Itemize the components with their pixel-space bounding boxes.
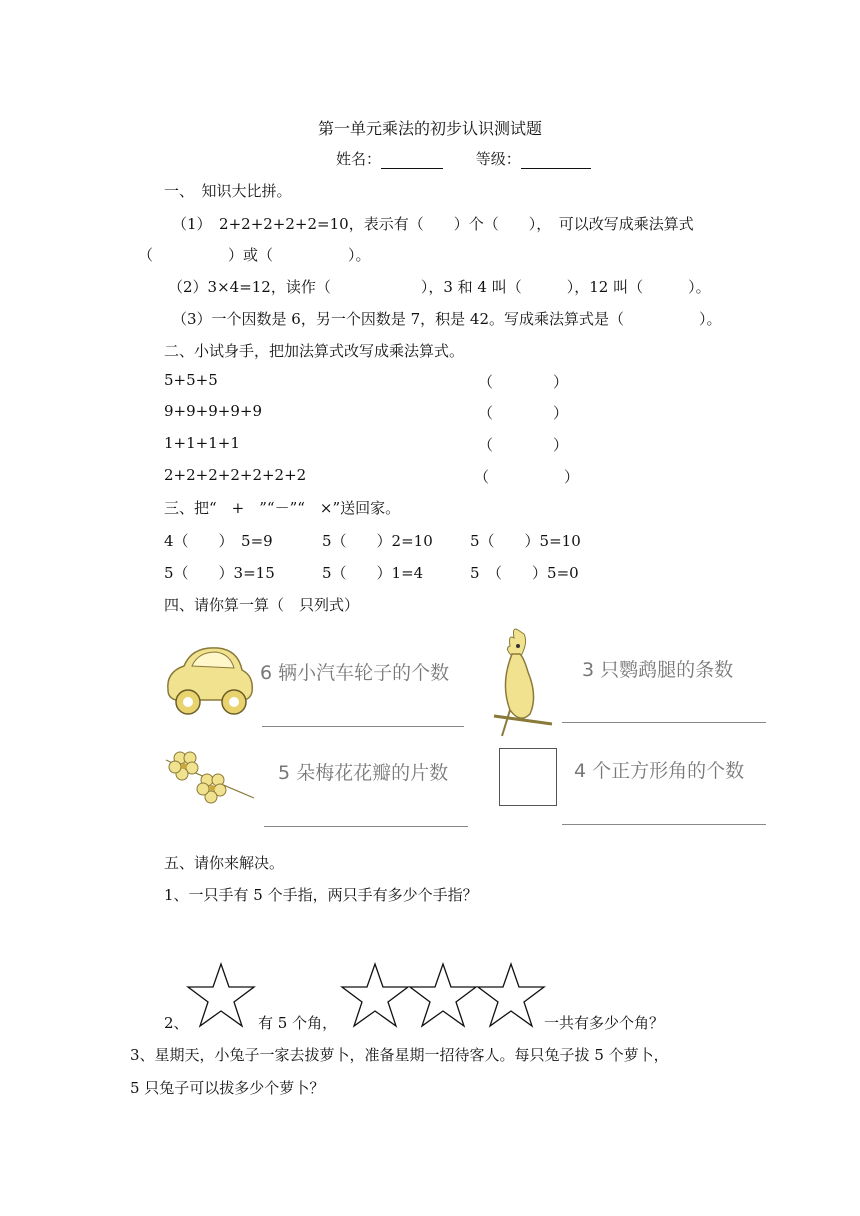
q2-text: （2）3×4=12，读作（ ），3 和 4 叫（ ），12 叫（ ）。: [168, 278, 711, 296]
s3-item: 5 （ ）5=0: [470, 564, 579, 582]
s3-item: 5（ ）1=4: [322, 564, 424, 582]
s5-q3-line2: 5 只兔子可以拔多少个萝卜？: [130, 1079, 325, 1097]
s3-item: 5（ ）2=10: [322, 532, 433, 550]
parrot-icon: [490, 624, 560, 740]
q1-line2: （ ）或（ ）。: [138, 246, 371, 264]
s5-q2-mid: 有 5 个角，: [258, 1014, 338, 1032]
s2-answer: （ ）: [478, 404, 569, 422]
section3-heading: 三、把“ + ”“－”“ ×”送回家。: [164, 499, 401, 517]
section4-heading: 四、请你算一算（ 只列式）: [164, 596, 360, 614]
name-label: 姓名：: [336, 150, 382, 168]
star-icon: [186, 962, 256, 1028]
s5-q2-suffix: 一共有多少个角？: [544, 1014, 665, 1032]
answer-line: [562, 824, 766, 825]
s3-item: 5（ ）3=15: [164, 564, 275, 582]
name-blank[interactable]: [381, 168, 443, 169]
plum-blossom-icon: [162, 746, 260, 810]
q3-text: （3）一个因数是 6，另一个因数是 7，积是 42。写成乘法算式是（ ）。: [172, 310, 722, 328]
item-label-squares: 4 个正方形角的个数: [574, 760, 745, 782]
answer-line: [262, 726, 464, 727]
item-label-cars: 6 辆小汽车轮子的个数: [260, 662, 450, 684]
star-icon: [476, 962, 546, 1028]
s3-item: 5（ ）5=10: [470, 532, 581, 550]
square-icon: [499, 748, 557, 806]
s2-row: 2+2+2+2+2+2+2: [164, 466, 307, 484]
item-label-parrots: 3 只鹦鹉腿的条数: [582, 659, 734, 681]
s2-answer: （ ）: [478, 373, 569, 391]
s2-row: 9+9+9+9+9: [164, 402, 262, 420]
section2-heading: 二、小试身手，把加法算式改写成乘法算式。: [164, 342, 465, 360]
answer-line: [264, 826, 468, 827]
s5-q1: 1、一只手有 5 个手指，两只手有多少个手指？: [164, 886, 478, 904]
item-label-blossoms: 5 朵梅花花瓣的片数: [278, 762, 449, 784]
s2-row: 1+1+1+1: [164, 434, 240, 452]
section5-heading: 五、请你来解决。: [164, 854, 285, 872]
s2-answer: （ ）: [474, 468, 580, 486]
grade-blank[interactable]: [521, 168, 591, 169]
star-icon: [340, 962, 410, 1028]
section1-heading: 一、 知识大比拼。: [164, 182, 292, 200]
q1-line1: （1） 2+2+2+2+2=10，表示有（ ）个（ ）， 可以改写成乘法算式: [172, 215, 694, 233]
s5-q2-prefix: 2、: [164, 1014, 189, 1032]
s2-row: 5+5+5: [164, 371, 218, 389]
grade-label: 等级：: [475, 150, 521, 168]
student-header: [336, 148, 591, 169]
page-title: 第一单元乘法的初步认识测试题: [317, 119, 542, 138]
s2-answer: （ ）: [478, 436, 569, 454]
s3-item: 4（ ） 5=9: [164, 532, 273, 550]
s5-q3-line1: 3、星期天，小兔子一家去拔萝卜，准备星期一招待客人。每只兔子拔 5 个萝卜，: [130, 1046, 669, 1064]
star-icon: [408, 962, 478, 1028]
answer-line: [562, 722, 766, 723]
car-icon: [162, 640, 257, 722]
